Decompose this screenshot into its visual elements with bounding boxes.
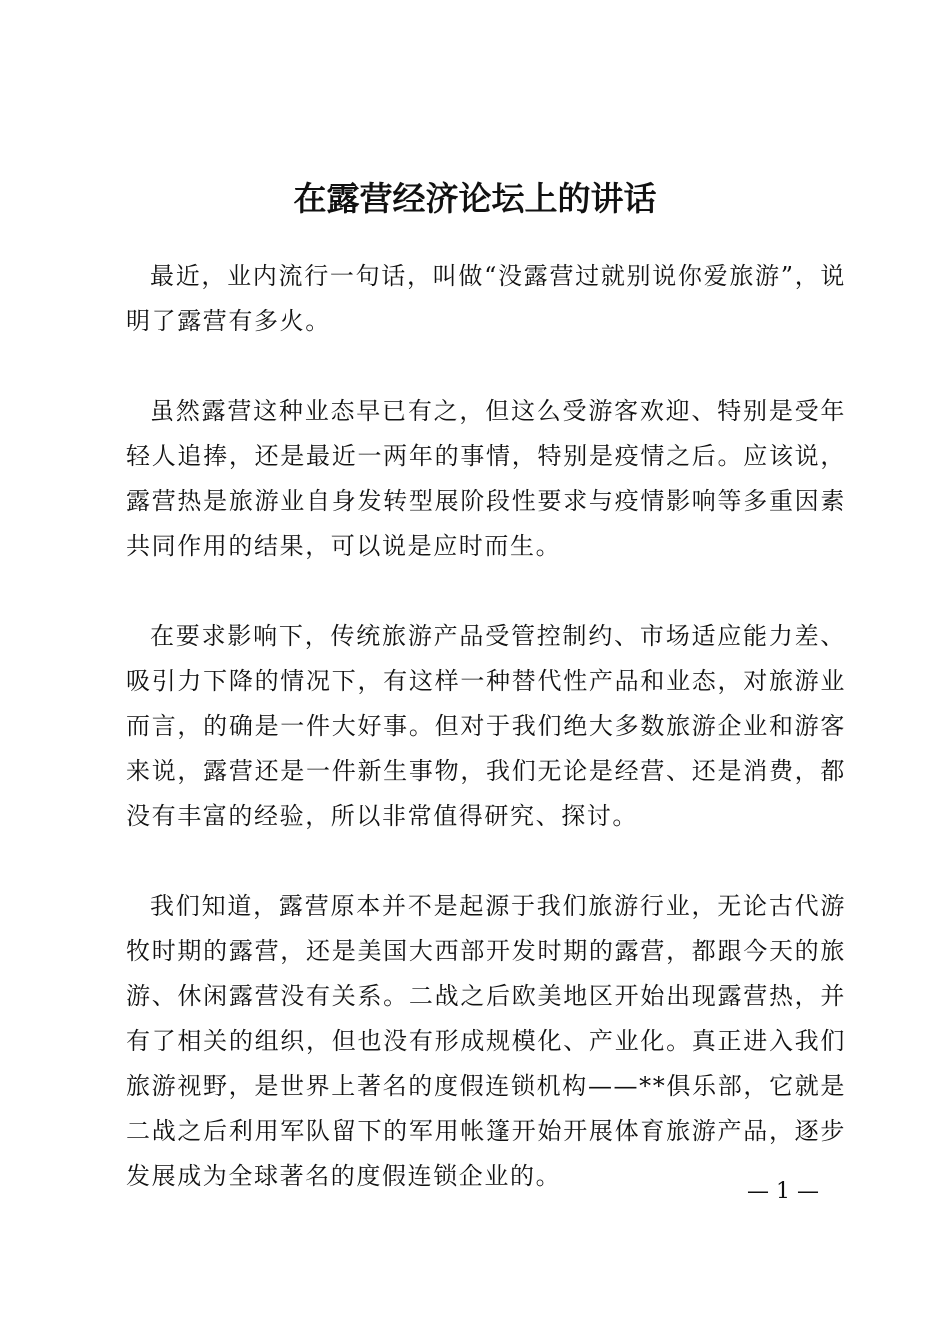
page-number: — 1 — [747, 1179, 819, 1204]
document-title: 在露营经济论坛上的讲话 [293, 179, 657, 218]
paragraph-3: 在要求影响下，传统旅游产品受管控制约、市场适应能力差、吸引力下降的情况下，有这样一种替代性产品和业态，对旅游业而言，的确是一件大好事。但对于我们绝大多数旅游企业和游客来说，露营还是一件新生事物，我们无论是经营、还是消费，都没有丰富的经验，所以非常值得研究、探讨。 [126, 622, 846, 830]
paragraph-2: 虽然露营这种业态早已有之，但这么受游客欢迎、特别是受年轻人追捧，还是最近一两年的事情，特别是疫情之后。应该说，露营热是旅游业自身发转型展阶段性要求与疫情影响等多重因素共同作用的结果，可以说是应时而生。 [126, 397, 846, 560]
paragraph-4: 我们知道，露营原本并不是起源于我们旅游行业，无论古代游牧时期的露营，还是美国大西部开发时期的露营，都跟今天的旅游、休闲露营没有关系。二战之后欧美地区开始出现露营热，并有了相关的组织，但也没有形成规模化、产业化。真正进入我们旅游视野，是世界上著名的度假连锁机构——**俱乐部，它就是二战之后利用军队留下的军用帐篷开始开展体育旅游产品，逐步发展成为全球著名的度假连锁企业的。 [126, 892, 846, 1190]
document-body [126, 254, 846, 1244]
paragraph-1: 最近，业内流行一句话，叫做“没露营过就别说你爱旅游”，说明了露营有多火。 [126, 262, 846, 335]
